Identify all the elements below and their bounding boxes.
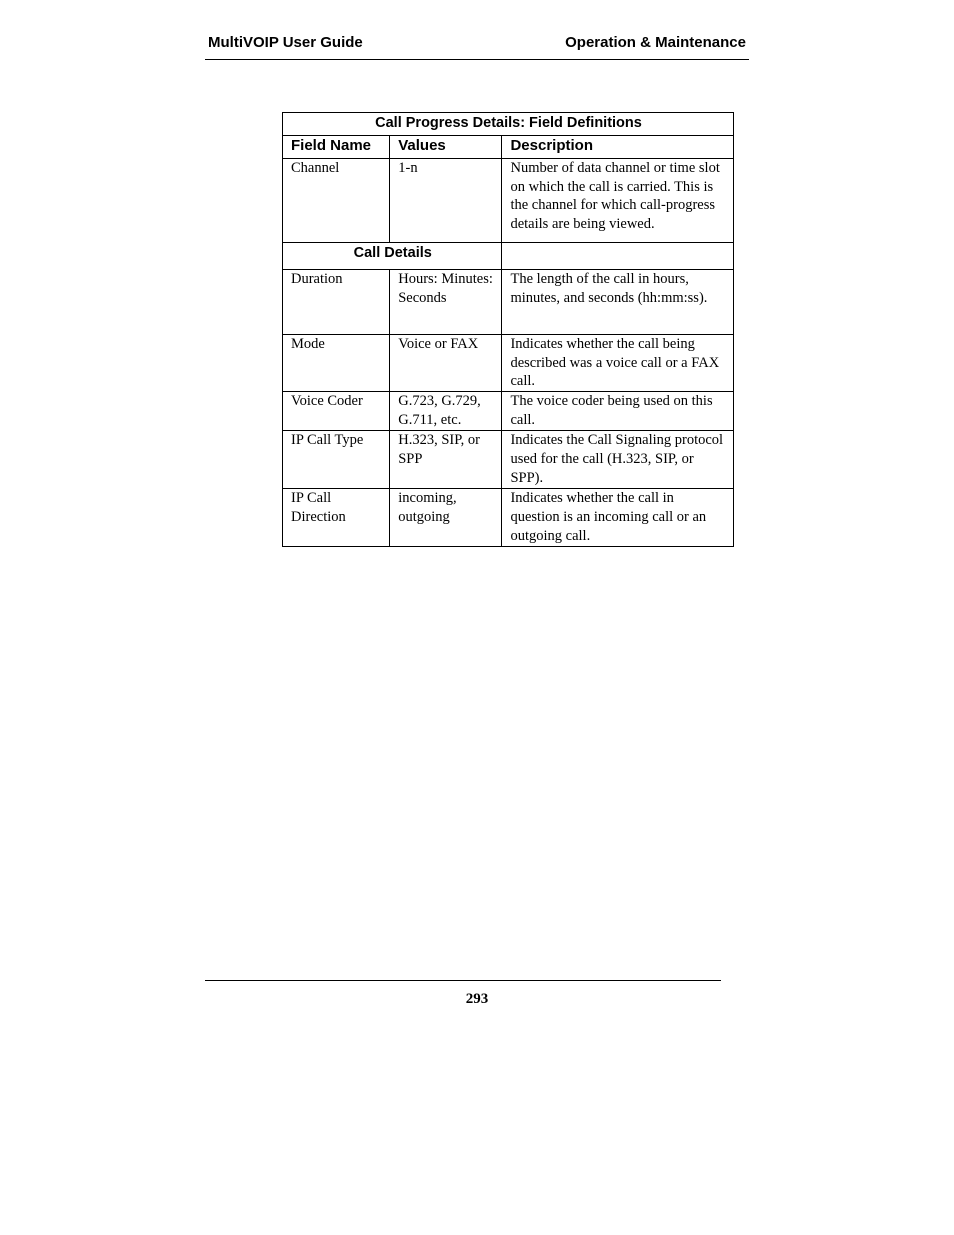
- values-cell: 1-n: [390, 159, 502, 243]
- field-definitions-table: [282, 112, 734, 547]
- column-header-description: Description: [502, 136, 734, 159]
- page-header: [205, 31, 749, 60]
- values-cell: incoming, outgoing: [390, 489, 502, 547]
- table-title-row: [283, 113, 734, 136]
- description-cell: The length of the call in hours, minutes, and seconds (hh:mm:ss).: [502, 270, 734, 335]
- field-name-cell: IP Call Type: [283, 431, 390, 489]
- column-header-values: Values: [390, 136, 502, 159]
- footer-rule: [205, 980, 721, 981]
- description-cell: Indicates whether the call being described was a voice call or a FAX call.: [502, 335, 734, 392]
- column-header-field-name: Field Name: [283, 136, 390, 159]
- description-cell: Indicates whether the call in question is an incoming call or an outgoing call.: [502, 489, 734, 547]
- field-name-cell: Mode: [283, 335, 390, 392]
- table-row: [283, 431, 734, 489]
- section-title: Operation & Maintenance: [565, 34, 746, 51]
- description-cell: The voice coder being used on this call.: [502, 392, 734, 431]
- table-row: [283, 335, 734, 392]
- values-cell: Voice or FAX: [390, 335, 502, 392]
- section-label: Call Details: [283, 243, 502, 270]
- table-row: [283, 392, 734, 431]
- field-name-cell: Channel: [283, 159, 390, 243]
- section-empty-cell: [502, 243, 734, 270]
- page-number: 293: [465, 991, 489, 1007]
- field-name-cell: Voice Coder: [283, 392, 390, 431]
- table-row: [283, 270, 734, 335]
- description-cell: Indicates the Call Signaling protocol used for the call (H.323, SIP, or SPP).: [502, 431, 734, 489]
- table-row: [283, 159, 734, 243]
- description-cell: Number of data channel or time slot on which the call is carried. This is the channel for which call-progress details are being viewed.: [502, 159, 734, 243]
- field-name-cell: IP Call Direction: [283, 489, 390, 547]
- table-row: [283, 489, 734, 547]
- section-row: [283, 243, 734, 270]
- values-cell: Hours: Minutes: Seconds: [390, 270, 502, 335]
- values-cell: G.723, G.729, G.711, etc.: [390, 392, 502, 431]
- field-name-cell: Duration: [283, 270, 390, 335]
- values-cell: H.323, SIP, or SPP: [390, 431, 502, 489]
- table-title: Call Progress Details: Field Definitions: [283, 113, 734, 136]
- document-title: MultiVOIP User Guide: [208, 34, 363, 51]
- table-header-row: [283, 136, 734, 159]
